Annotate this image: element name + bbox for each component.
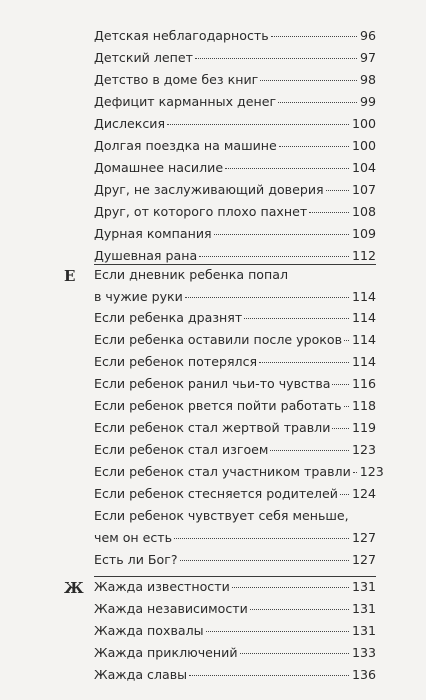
leader-dots bbox=[206, 631, 349, 632]
entry-title: Если ребенок ранил чьи-то чувства bbox=[94, 376, 331, 391]
entry-title: Детство в доме без книг bbox=[94, 72, 259, 87]
leader-dots bbox=[278, 102, 357, 103]
entry-title: Дурная компания bbox=[94, 226, 212, 241]
entry-title: Жажда похвалы bbox=[94, 623, 204, 638]
entry-title: Если ребенок стал жертвой травли bbox=[94, 420, 331, 435]
leader-dots bbox=[353, 472, 357, 473]
entry-title: Жажда известности bbox=[94, 579, 230, 594]
entry-title: Домашнее насилие bbox=[94, 160, 224, 175]
entry-page: 119 bbox=[351, 420, 376, 435]
toc-entry bbox=[94, 351, 376, 373]
toc-entry bbox=[94, 549, 376, 571]
leader-dots bbox=[344, 340, 349, 341]
entry-page: 131 bbox=[351, 579, 376, 594]
toc-entry bbox=[94, 505, 376, 549]
entry-page: 109 bbox=[351, 226, 376, 241]
entry-page: 114 bbox=[351, 354, 376, 369]
leader-dots bbox=[185, 297, 349, 298]
entry-page: 131 bbox=[351, 601, 376, 616]
entry-title: Дислексия bbox=[94, 116, 166, 131]
toc-entry bbox=[94, 264, 376, 308]
toc-entry bbox=[94, 598, 376, 620]
toc-entry bbox=[94, 373, 376, 395]
section-letter: Е bbox=[64, 267, 76, 285]
toc-entry bbox=[94, 483, 376, 505]
entry-title: Жажда независимости bbox=[94, 601, 248, 616]
entry-title: Если ребенок стал изгоем bbox=[94, 442, 269, 457]
entry-title: чем он есть bbox=[94, 530, 173, 545]
entry-page: 133 bbox=[351, 645, 376, 660]
toc-entry bbox=[94, 201, 376, 223]
leader-dots bbox=[344, 406, 349, 407]
entry-page: 131 bbox=[351, 623, 376, 638]
toc-entry bbox=[94, 329, 376, 351]
entry-title: Есть ли Бог? bbox=[94, 552, 178, 567]
leader-dots bbox=[332, 428, 349, 429]
leader-dots bbox=[279, 146, 349, 147]
entry-title-line1: Если дневник ребенка попал bbox=[94, 267, 289, 282]
entry-page: 124 bbox=[351, 486, 376, 501]
toc-entry bbox=[94, 179, 376, 201]
entry-title: Если ребенок стесняется родителей bbox=[94, 486, 338, 501]
entry-title: Жажда приключений bbox=[94, 645, 238, 660]
leader-dots bbox=[199, 256, 349, 257]
toc-entry bbox=[94, 25, 376, 47]
entry-title: Друг, не заслуживающий доверия bbox=[94, 182, 324, 197]
entry-page: 123 bbox=[351, 442, 376, 457]
toc-entry bbox=[94, 69, 376, 91]
toc-entry bbox=[94, 91, 376, 113]
leader-dots bbox=[174, 538, 349, 539]
entry-page: 114 bbox=[351, 289, 376, 304]
leader-dots bbox=[260, 80, 357, 81]
entry-title: Дефицит карманных денег bbox=[94, 94, 277, 109]
entry-page: 100 bbox=[351, 138, 376, 153]
entry-page: 136 bbox=[351, 667, 376, 682]
leader-dots bbox=[189, 675, 349, 676]
entry-title: Жажда славы bbox=[94, 667, 188, 682]
toc-entry bbox=[94, 576, 376, 598]
entry-title: Если ребенка дразнят bbox=[94, 310, 243, 325]
entry-title: Если ребенок стал участником травли bbox=[94, 464, 351, 479]
entry-page: 114 bbox=[351, 310, 376, 325]
entry-page: 118 bbox=[351, 398, 376, 413]
toc-entry bbox=[94, 461, 384, 483]
entry-title: Если ребенок рвется пойти работать bbox=[94, 398, 342, 413]
entry-title: Друг, от которого плохо пахнет bbox=[94, 204, 308, 219]
entry-title: Душевная рана bbox=[94, 248, 198, 263]
entry-title: Если ребенка оставили после уроков bbox=[94, 332, 343, 347]
leader-dots bbox=[167, 124, 349, 125]
leader-dots bbox=[270, 450, 349, 451]
entry-title: Долгая поездка на машине bbox=[94, 138, 277, 153]
entry-page: 99 bbox=[359, 94, 376, 109]
entry-title: Детский лепет bbox=[94, 50, 193, 65]
entry-page: 98 bbox=[359, 72, 376, 87]
leader-dots bbox=[180, 560, 349, 561]
leader-dots bbox=[232, 587, 349, 588]
leader-dots bbox=[332, 384, 348, 385]
entry-title: Детская неблагодарность bbox=[94, 28, 269, 43]
leader-dots bbox=[250, 609, 349, 610]
entry-page: 107 bbox=[351, 182, 376, 197]
leader-dots bbox=[225, 168, 349, 169]
entry-page: 127 bbox=[351, 552, 376, 567]
leader-dots bbox=[259, 362, 349, 363]
leader-dots bbox=[240, 653, 349, 654]
entry-title: в чужие руки bbox=[94, 289, 183, 304]
entry-page: 127 bbox=[351, 530, 376, 545]
leader-dots bbox=[214, 234, 349, 235]
toc-entry bbox=[94, 157, 376, 179]
leader-dots bbox=[309, 212, 349, 213]
leader-dots bbox=[195, 58, 357, 59]
leader-dots bbox=[340, 494, 349, 495]
toc-entry bbox=[94, 439, 376, 461]
toc-entry bbox=[94, 47, 376, 69]
entry-page: 104 bbox=[351, 160, 376, 175]
entry-page: 112 bbox=[351, 248, 376, 263]
leader-dots bbox=[244, 318, 349, 319]
entry-page: 116 bbox=[351, 376, 376, 391]
toc-entry bbox=[94, 620, 376, 642]
toc-entry bbox=[94, 417, 376, 439]
entry-title: Если ребенок потерялся bbox=[94, 354, 258, 369]
toc-entry bbox=[94, 135, 376, 157]
entry-page: 108 bbox=[351, 204, 376, 219]
toc-entry bbox=[94, 664, 376, 686]
entry-page: 97 bbox=[359, 50, 376, 65]
toc-entry bbox=[94, 307, 376, 329]
toc-entry bbox=[94, 642, 376, 664]
leader-dots bbox=[326, 190, 349, 191]
section-letter: Ж bbox=[64, 579, 84, 597]
leader-dots bbox=[271, 36, 357, 37]
entry-page: 114 bbox=[351, 332, 376, 347]
entry-page: 100 bbox=[351, 116, 376, 131]
toc-entry bbox=[94, 395, 376, 417]
entry-page: 123 bbox=[359, 464, 384, 479]
toc-entry bbox=[94, 113, 376, 135]
toc-entry bbox=[94, 223, 376, 245]
entry-page: 96 bbox=[359, 28, 376, 43]
entry-title-line1: Если ребенок чувствует себя меньше, bbox=[94, 508, 349, 523]
